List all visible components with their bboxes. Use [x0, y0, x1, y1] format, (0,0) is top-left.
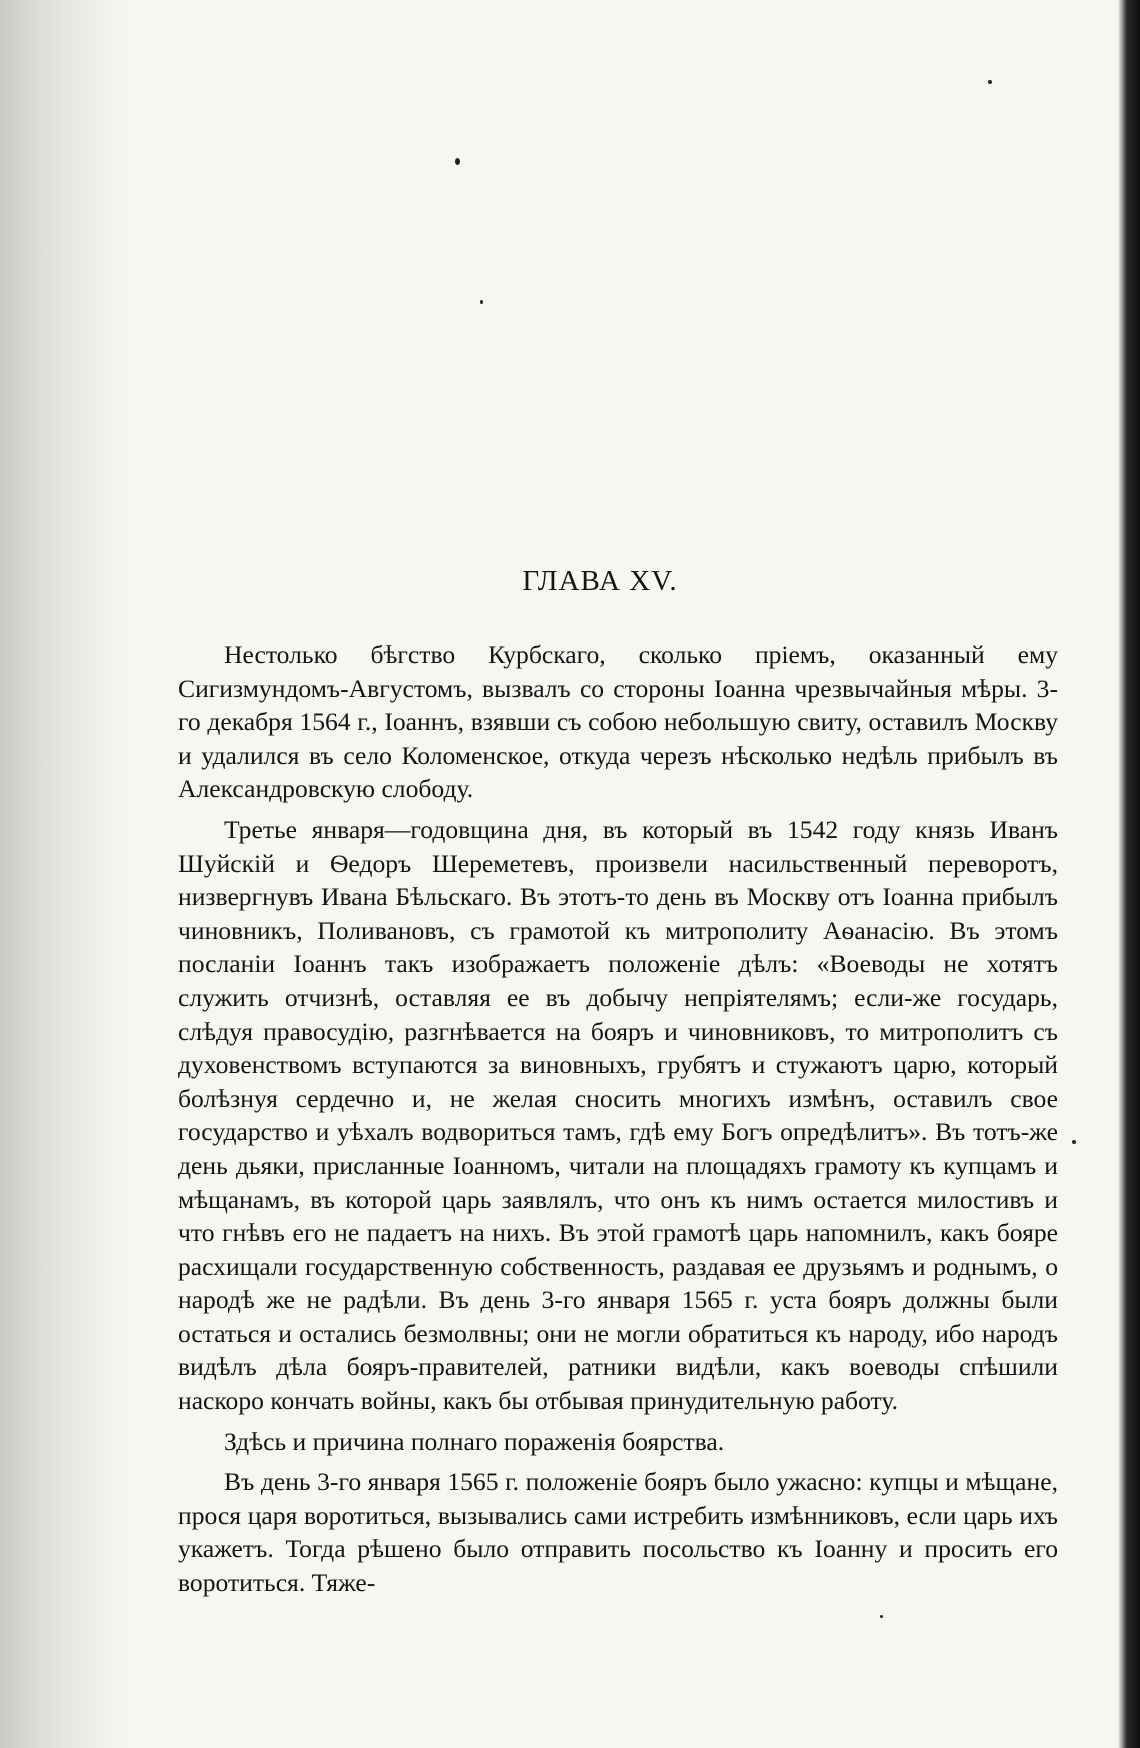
paragraph: Здѣсь и причина полнаго пораженія боярства.: [224, 1426, 725, 1456]
ink-speck: [455, 158, 460, 165]
page-edge-shadow: [1118, 0, 1140, 1748]
ink-speck: [988, 80, 992, 84]
ink-speck: [480, 300, 483, 304]
ink-speck: [880, 1615, 883, 1618]
paragraph: Нестолько бѣгство Курбскаго, сколько пріемъ, оказанный ему Сигизмундомъ-Августомъ, вызвалъ со стороны Іоанна чрезвычайныя мѣры. 3-го декабря 1564 г., Іоаннъ, взявши съ собою небольшую свиту, оставилъ Москву и удалился въ село Коломенское, откуда черезъ нѣсколько недѣль прибылъ въ Александровскую слободу.: [178, 640, 1058, 804]
paragraph: Въ день 3-го января 1565 г. положеніе бояръ было ужасно: купцы и мѣщане, прося царя воротиться, вызывались сами истребить измѣнниковъ, если царь ихъ укажетъ. Тогда рѣшено было отправить посольство къ Іоанну и просить его воротиться. Тяже-: [178, 1467, 1058, 1598]
chapter-title: ГЛАВА XV.: [522, 565, 678, 597]
ink-speck: [1072, 1140, 1076, 1144]
paragraph: Третье января—годовщина дня, въ который въ 1542 году князь Иванъ Шуйскій и Ѳедоръ Шереметевъ, произвели насильственный переворотъ, низвергнувъ Ивана Бѣльскаго. Въ этотъ-то день въ Москву отъ Іоанна прибылъ чиновникъ, Поливановъ, съ грамотой къ митрополиту Аѳанасію. Въ этомъ посланіи Іоаннъ такъ изображаетъ положеніе дѣлъ: «Воеводы не хотятъ служить отчизнѣ, оставляя ее въ добычу непріятелямъ; если-же государь, слѣдуя правосудію, разгнѣвается на бояръ и чиновниковъ, то митрополитъ съ духовенствомъ вступаются за виновныхъ, грубятъ и стужаютъ царю, который болѣзнуя сердечно и, не желая сносить многихъ измѣнъ, оставилъ свое государство и уѣхалъ водвориться тамъ, гдѣ ему Богъ опредѣлитъ». Въ тотъ-же день дьяки, присланные Іоанномъ, читали на площадяхъ грамоту къ купцамъ и мѣщанамъ, въ которой царь заявлялъ, что онъ къ нимъ остается милостивъ и что гнѣвъ его не падаетъ на нихъ. Въ этой грамотѣ царь напомнилъ, какъ бояре расхищали государственную собственность, раздавая ее друзьямъ и роднымъ, о народѣ же не радѣли. Въ день 3-го января 1565 г. уста бояръ должны были остаться и остались безмолвны; они не могли обратиться къ народу, ибо народъ видѣлъ дѣла бояръ-правителей, ратники видѣли, какъ воеводы спѣшили наскоро кончать войны, какъ бы отбывая принудительную работу.: [178, 814, 1058, 1416]
chapter-body: [178, 638, 1058, 1607]
page-gutter-shadow: [0, 0, 130, 1748]
